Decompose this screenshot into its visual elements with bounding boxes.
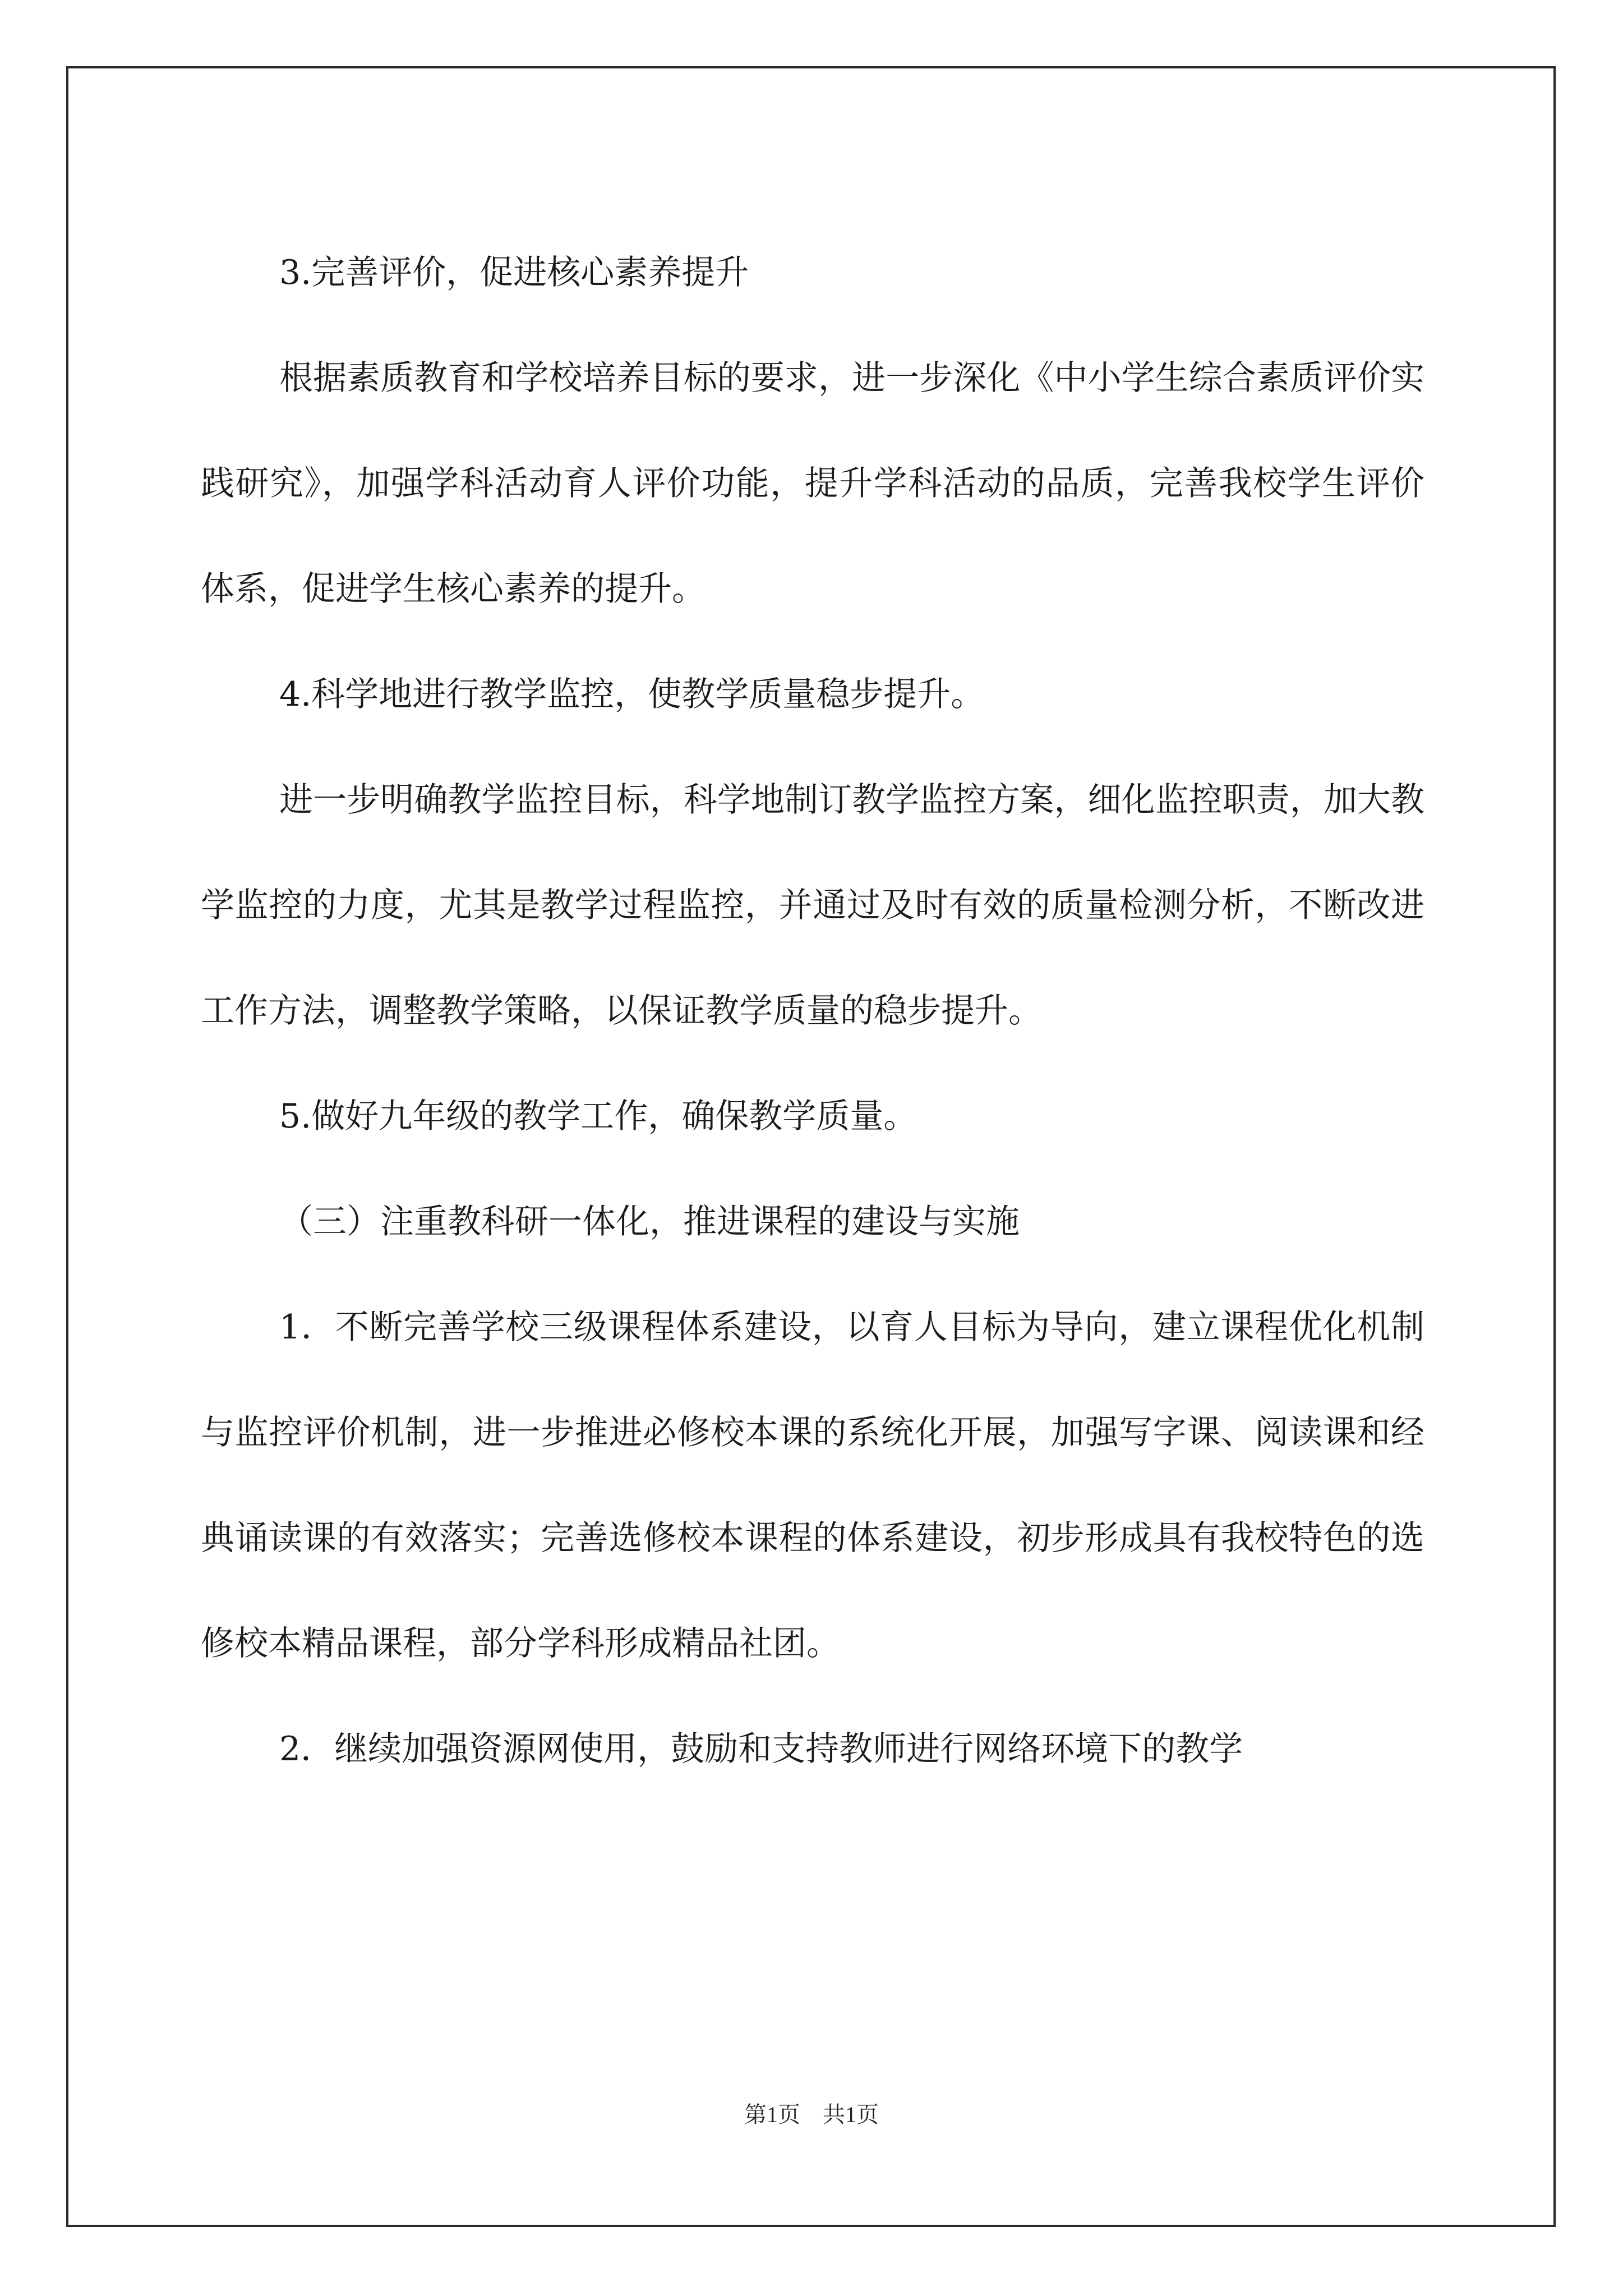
paragraph-heading-5: 5.做好九年级的教学工作，确保教学质量。 bbox=[279, 1097, 917, 1136]
page-footer bbox=[0, 2098, 1623, 2132]
paragraph-curriculum-1: 1．不断完善学校三级课程体系建设，以育人目标为导向，建立课程优化机制与监控评价机制，进一步推进必修校本课的系统化开展，加强写字课、阅读课和经典诵读课的有效落实；完善选修校本课程的体系建设，初步形成具有我校特色的选修校本精品课程，部分学科形成精品社团。 bbox=[201, 1308, 1424, 1663]
paragraph-monitoring: 进一步明确教学监控目标，科学地制订教学监控方案，细化监控职责，加大教学监控的力度，尤其是教学过程监控，并通过及时有效的质量检测分析，不断改进工作方法，调整教学策略，以保证教学质量的稳步提升。 bbox=[201, 780, 1424, 1030]
paragraph-heading-4: 4.科学地进行教学监控，使教学质量稳步提升。 bbox=[279, 675, 985, 714]
page-total: 共1页 bbox=[823, 2102, 879, 2127]
paragraph-evaluation: 根据素质教育和学校培养目标的要求，进一步深化《中小学生综合素质评价实践研究》，加强学科活动育人评价功能，提升学科活动的品质，完善我校学生评价体系，促进学生核心素养的提升。 bbox=[201, 358, 1424, 609]
paragraph-curriculum-2: 2．继续加强资源网使用，鼓励和支持教师进行网络环境下的教学 bbox=[279, 1729, 1243, 1769]
paragraph-heading-3: 3.完善评价，促进核心素养提升 bbox=[279, 253, 749, 292]
page-number: 第1页 bbox=[744, 2102, 800, 2127]
section-heading-3: （三）注重教科研一体化，推进课程的建设与实施 bbox=[279, 1202, 1020, 1241]
document-body bbox=[201, 220, 1424, 1802]
